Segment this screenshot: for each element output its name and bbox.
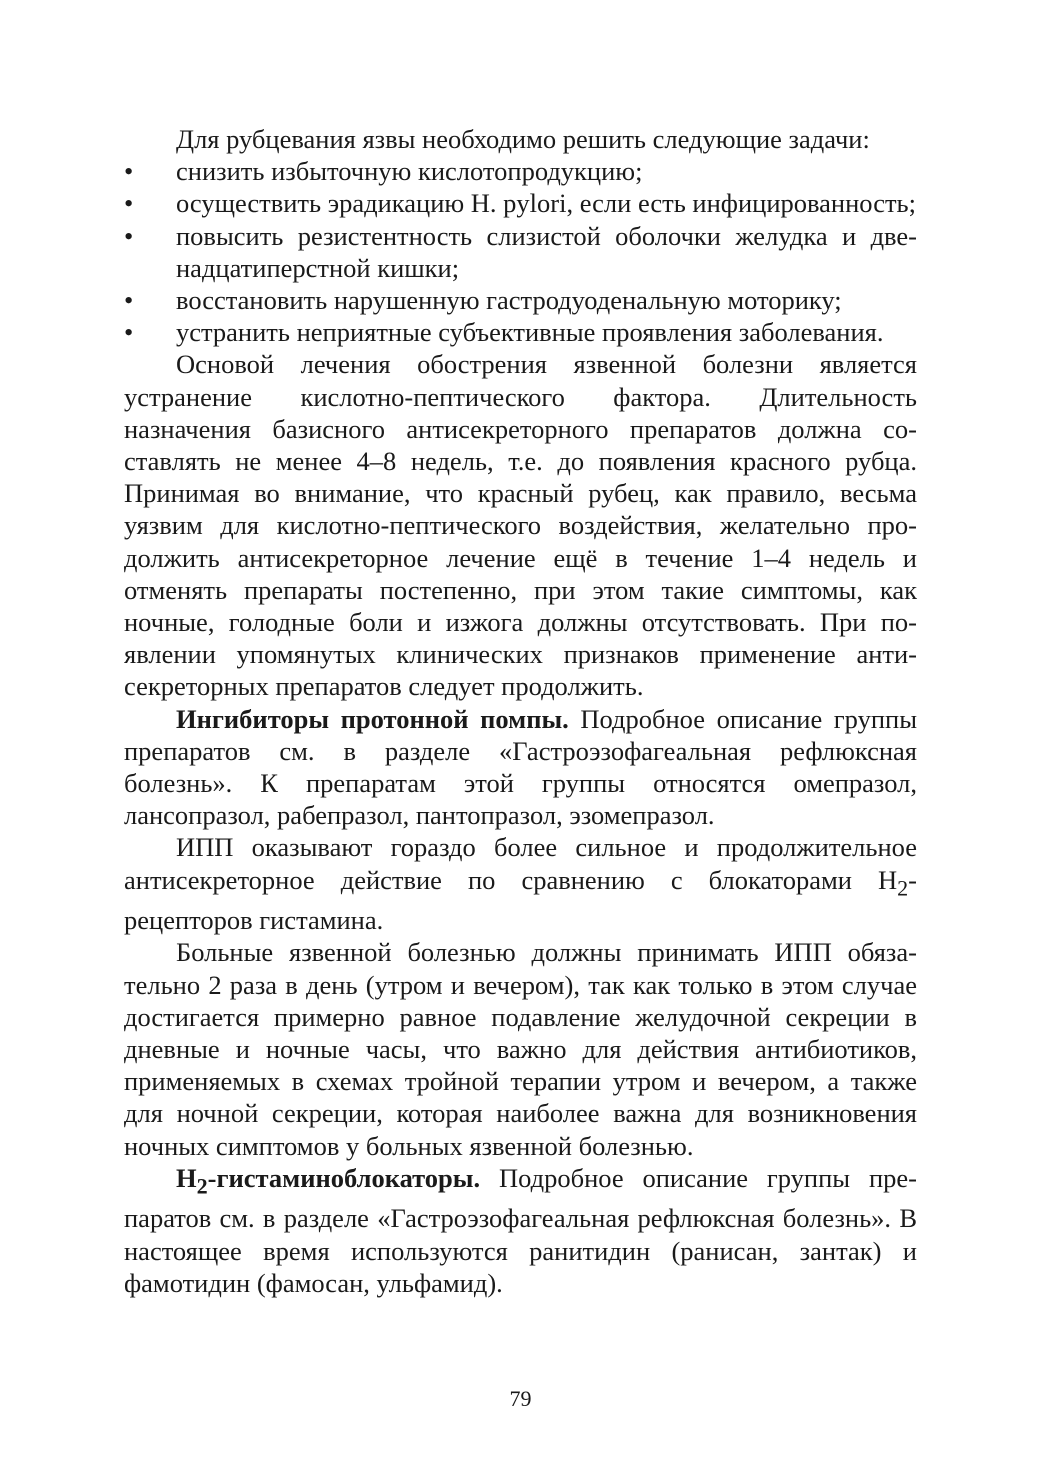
treatment-paragraph: Основой лечения обострения язвенной болезни является устранение кислотно-пептического фактора. Длительность назначения базисного антисекреторного препаратов должна составлять не менее 4–8 недель, т.е. до появления красного рубца. Принимая во внимание, что красный рубец, как правило, весьма уязвим для кислотно-пептического воздействия, желательно продолжить антисекреторное лечение ещё в течение 1–4 недель и отменять препараты постепенно, при этом такие симптомы, как ночные, голодные боли и изжога должны отсутствовать. При появлении упомянутых клинических признаков применение антисекреторных препаратов следует продолжить.: [124, 349, 917, 702]
ppi-effect-tail: -рецепторов гистамина.: [124, 864, 917, 936]
list-item: [124, 284, 917, 316]
page-body: [124, 123, 917, 1299]
bullet-icon: •: [124, 285, 134, 316]
h2-heading-suffix: -гистаминоблокаторы.: [207, 1162, 481, 1193]
h2-heading: [176, 1162, 481, 1199]
list-item-text: осуществить эрадикацию H. pylori, если есть инфицированность;: [176, 188, 916, 219]
list-item: [124, 316, 917, 348]
h2-heading-subscript: 2: [196, 1173, 208, 1199]
list-item: [124, 220, 917, 284]
h2-heading-prefix: H: [176, 1162, 197, 1193]
ppi-effect-paragraph: [124, 831, 917, 936]
list-item-text: повысить резистентность слизистой оболочки желудка и двенадцатиперстной кишки;: [176, 220, 917, 283]
bullet-icon: •: [124, 220, 134, 251]
ppi-dosing-paragraph: Больные язвенной болезнью должны принимать ИПП обязательно 2 раза в день (утром и вечером), так как только в этом случае достигается примерно равное подавление желудочной секреции в дневные и ночные часы, что важно для действия антибиотиков, применяемых в схемах тройной терапии утром и вечером, а также для ночной секреции, которая наиболее важна для возникновения ночных симптомов у больных язвенной болезнью.: [124, 937, 917, 1161]
ppi-paragraph: [124, 703, 917, 832]
bullet-icon: •: [124, 317, 134, 348]
h2-text: Подробное описание группы препаратов см. в разделе «Гастроэзофагеальная рефлюксная болезнь». В настоящее время используются ранитидин (ранисан, зантак) и фамотидин (фамосан, ульфамид).: [124, 1162, 917, 1298]
bullet-icon: •: [124, 156, 134, 187]
page-number: 79: [509, 1386, 532, 1411]
ppi-effect-text: ИПП оказывают гораздо более сильное и продолжительное антисекреторное действие по сравнению с блокаторами H: [124, 832, 917, 895]
bullet-icon: •: [124, 188, 134, 219]
list-item-text: восстановить нарушенную гастродуоденальную моторику;: [176, 285, 842, 316]
list-item-text: устранить неприятные субъективные проявления заболевания.: [176, 317, 884, 348]
h2-blockers-paragraph: [124, 1162, 917, 1299]
intro-paragraph: Для рубцевания язвы необходимо решить следующие задачи:: [176, 124, 870, 154]
list-item-text: снизить избыточную кислотопродукцию;: [176, 156, 643, 187]
subscript: 2: [897, 874, 909, 900]
ppi-heading: Ингибиторы протонной помпы.: [176, 703, 569, 734]
list-item: [124, 155, 917, 187]
ppi-text: Подробное описание группы препаратов см. в разделе «Гастроэзофагеальная рефлюксная болезнь». К препаратам этой группы относятся омепразол, лансопразол, рабепразол, пантопразол, эзомепразол.: [124, 703, 917, 831]
list-item: [124, 187, 917, 219]
task-list: [124, 155, 917, 348]
